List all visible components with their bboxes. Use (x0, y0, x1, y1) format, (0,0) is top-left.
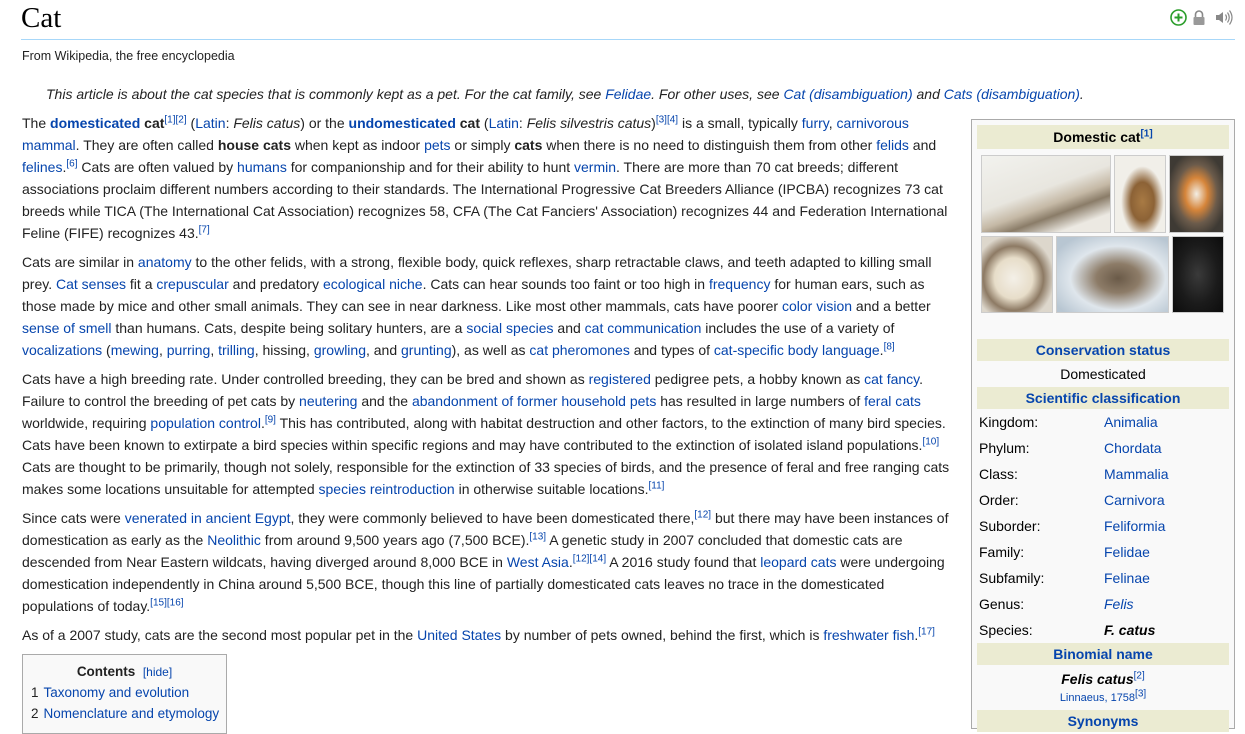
link-vocalizations[interactable]: vocalizations (22, 342, 103, 358)
link-mammal[interactable]: mammal (22, 137, 76, 153)
link-furry[interactable]: furry (801, 115, 829, 131)
link-linnaeus[interactable]: Linnaeus, 1758 (1059, 692, 1136, 704)
taxon-row: Phylum: Chordata (977, 435, 1229, 461)
link-cat-body-language[interactable]: cat-specific body language (713, 342, 880, 358)
taxon-link[interactable]: Animalia (1104, 414, 1158, 430)
citation[interactable]: [3] (1135, 688, 1147, 700)
link-west-asia[interactable]: West Asia (506, 554, 569, 570)
link-sense-of-smell[interactable]: sense of smell (22, 320, 112, 336)
citation[interactable]: [12] (694, 509, 712, 521)
hatnote: This article is about the cat species that is commonly kept as a pet. For the cat family, see Felidae. For other uses, see Cat (disambiguation) and Cats (disambiguation). (46, 86, 1084, 102)
species-value: F. catus (1104, 622, 1156, 638)
link-cat-communication[interactable]: cat communication (584, 320, 702, 336)
site-tagline: From Wikipedia, the free encyclopedia (22, 49, 235, 63)
link-color-vision[interactable]: color vision (782, 298, 853, 314)
table-of-contents (22, 654, 227, 734)
link-population-control[interactable]: population control (150, 415, 261, 431)
link-trilling[interactable]: trilling (218, 342, 255, 358)
link-ancient-egypt[interactable]: venerated in ancient Egypt (124, 510, 291, 526)
link-leopard-cats[interactable]: leopard cats (760, 554, 837, 570)
citation[interactable]: [2] (1133, 670, 1145, 682)
taxon-row: Class: Mammalia (977, 461, 1229, 487)
binomial-authority (977, 688, 1229, 704)
link-abandonment[interactable]: abandonment of former household pets (411, 393, 657, 409)
link-growling[interactable]: growling (313, 342, 366, 358)
page-title: Cat (21, 2, 62, 34)
link-cat-fancy[interactable]: cat fancy (864, 371, 920, 387)
link-freshwater-fish[interactable]: freshwater fish (823, 627, 915, 643)
cat-photo-snow[interactable] (1056, 236, 1169, 313)
toc-hide-toggle[interactable]: [hide] (142, 665, 173, 679)
paragraph-popularity: As of a 2007 study, cats are the second most popular pet in the United States by number of pets owned, behind the first, which is freshwater fish.[17] (22, 626, 935, 643)
link-anatomy[interactable]: anatomy (137, 254, 192, 270)
link-feral-cats[interactable]: feral cats (864, 393, 921, 409)
taxon-row: Family: Felidae (977, 539, 1229, 565)
infobox-image-gallery[interactable] (977, 149, 1229, 339)
citation[interactable]: [6] (66, 158, 78, 170)
link-cat-pheromones[interactable]: cat pheromones (529, 342, 630, 358)
citation[interactable]: [8] (883, 341, 895, 353)
citation[interactable]: [10] (922, 436, 940, 448)
link-grunting[interactable]: grunting (401, 342, 452, 358)
link-cat-disambiguation[interactable]: Cat (disambiguation) (783, 86, 913, 102)
synonyms-header[interactable]: Synonyms (977, 710, 1229, 732)
link-purring[interactable]: purring (166, 342, 211, 358)
link-latin[interactable]: Latin (195, 115, 226, 131)
link-social-species[interactable]: social species (466, 320, 554, 336)
link-cats-disambiguation[interactable]: Cats (disambiguation) (943, 86, 1080, 102)
paragraph-breeding: Cats have a high breeding rate. Under controlled breeding, they can be bred and shown as registered pedigree pets, a hobby known as cat fancy. Failure to control the breeding of pet cats by neutering and the abandonment of former household pets has resulted in large numbers of feral cats worldwide, requiring population control.[9] This has contributed, along with habitat destruction and other factors, to the extinction of many bird species. Cats have been known to extirpate a bird species within specific regions and may have contributed to the extinction of isolated island populations.[10] Cats are thought to be primarily, though not solely, responsible for the extinction of 33 species of birds, and the presence of feral and free ranging cats makes some locations unsuitable for attempted species reintroduction in otherwise suitable locations.[11] (22, 371, 950, 497)
link-undomesticated[interactable]: undomesticated (348, 115, 456, 131)
citation[interactable]: [12][14] (572, 553, 607, 565)
taxon-row: Suborder: Feliformia (977, 513, 1229, 539)
link-united-states[interactable]: United States (417, 627, 502, 643)
citation[interactable]: [3][4] (655, 114, 679, 126)
paragraph-anatomy: Cats are similar in anatomy to the other felids, with a strong, flexible body, quick reflexes, sharp retractable claws, and teeth adapted to killing small prey. Cat senses fit a crepuscular and predatory ecological niche. Cats can hear sounds too faint or too high in frequency for human ears, such as those made by mice and other small animals. They can see in near darkness. Like most other mammals, cats have poorer color vision and a better sense of smell than humans. Cats, despite being solitary hunters, are a social species and cat communication includes the use of a variety of vocalizations (mewing, purring, trilling, hissing, growling, and grunting), as well as cat pheromones and types of cat-specific body language.[8] (22, 254, 932, 358)
taxon-link[interactable]: Mammalia (1104, 466, 1169, 482)
taxon-row: Genus: Felis (977, 591, 1229, 617)
taxon-link[interactable]: Felinae (1104, 570, 1150, 586)
cat-photo-abyssinian[interactable] (1114, 155, 1166, 233)
toc-header: Contents [hide] (76, 664, 173, 679)
link-domesticated[interactable]: domesticated (50, 115, 141, 131)
taxon-link[interactable]: Chordata (1104, 440, 1162, 456)
link-pets[interactable]: pets (424, 137, 451, 153)
link-cat-senses[interactable]: Cat senses (55, 276, 127, 292)
taxon-row: Order: Carnivora (977, 487, 1229, 513)
infobox-title: Domestic cat[1] (977, 125, 1229, 149)
citation[interactable]: [15][16] (150, 597, 184, 609)
link-registered[interactable]: registered (588, 371, 651, 387)
citation[interactable]: [9] (264, 414, 276, 426)
binomial-name-header[interactable]: Binomial name (977, 643, 1229, 665)
link-neolithic[interactable]: Neolithic (207, 532, 261, 548)
title-divider (21, 39, 1235, 40)
citation[interactable]: [13] (529, 531, 547, 543)
cat-photo-orange-white[interactable] (1169, 155, 1224, 233)
citation[interactable]: [1] (1140, 128, 1153, 140)
link-felids[interactable]: felids (876, 137, 909, 153)
citation[interactable]: [17] (918, 626, 935, 638)
featured-plus-icon[interactable] (1170, 9, 1187, 26)
taxon-row: Species: F. catus (977, 617, 1229, 643)
cat-photo-black[interactable] (1172, 236, 1224, 313)
binomial-name: Felis catus[2] (1061, 670, 1145, 687)
page-indicators (1170, 9, 1231, 26)
cat-photo-siamese[interactable] (981, 236, 1053, 313)
audio-speaker-icon[interactable] (1214, 9, 1231, 26)
infobox (971, 119, 1235, 729)
link-vermin[interactable]: vermin (574, 159, 617, 175)
taxon-link[interactable]: Felidae (1104, 544, 1150, 560)
taxon-link[interactable]: Carnivora (1104, 492, 1165, 508)
link-neutering[interactable]: neutering (299, 393, 358, 409)
link-felidae[interactable]: Felidae (605, 86, 652, 102)
link-frequency[interactable]: frequency (708, 276, 771, 292)
citation[interactable]: [11] (648, 480, 665, 492)
toc-item[interactable]: 2 Nomenclature and etymology (31, 706, 220, 721)
cat-photo-lying[interactable] (981, 155, 1111, 233)
paragraph-history: Since cats were venerated in ancient Egypt, they were commonly believed to have been domesticated there,[12] but there may have been instances of domestication as early as the Neolithic from around 9,500 years ago (7,500 BCE).[13] A genetic study in 2007 concluded that domestic cats are descended from Near Eastern wildcats, having diverged around 8,000 BCE in West Asia.[12][14] A 2016 study found that leopard cats were undergoing domestication independently in China around 5,500 BCE, though this line of partially domesticated cats leaves no trace in the domesticated populations of today.[15][16] (22, 509, 949, 614)
link-carnivorous[interactable]: carnivorous (836, 115, 909, 131)
link-felines[interactable]: felines (22, 159, 63, 175)
conservation-status-value: Domesticated (1060, 366, 1146, 382)
link-crepuscular[interactable]: crepuscular (156, 276, 229, 292)
toc-item[interactable]: 1 Taxonomy and evolution (31, 685, 190, 700)
paragraph-intro: The domesticated cat[1][2] (Latin: Felis catus) or the undomesticated cat (Latin: Felis silvestris catus)[3][4] is a small, typically furry, carnivorous mammal. They are often called house cats when kept as indoor pets or simply cats when there is no need to distinguish them from other felids and felines.[6] Cats are often valued by humans for companionship and for their ability to hunt vermin. There are more than 70 cat breeds; different associations proclaim different numbers according to their standards. The International Progressive Cat Breeders Alliance (IPCBA) recognizes 73 cat breeds while TICA (The International Cat Association) recognizes 58, CFA (The Cat Fanciers' Association) recognizes 44 and Federation International Feline (FIFE) recognizes 43.[7] (22, 114, 948, 241)
taxon-row: Kingdom: Animalia (977, 409, 1229, 435)
lock-icon[interactable] (1192, 9, 1209, 26)
taxon-link[interactable]: Feliformia (1104, 518, 1166, 534)
link-humans[interactable]: humans (237, 159, 287, 175)
scientific-classification-header[interactable]: Scientific classification (977, 387, 1229, 409)
conservation-status-header[interactable]: Conservation status (977, 339, 1229, 361)
link-ecological-niche[interactable]: ecological niche (322, 276, 423, 292)
link-mewing[interactable]: mewing (110, 342, 159, 358)
article-body (22, 112, 957, 653)
link-species-reintroduction[interactable]: species reintroduction (318, 481, 455, 497)
citation[interactable]: [1][2] (164, 114, 187, 126)
taxon-link[interactable]: Felis (1104, 596, 1134, 612)
citation[interactable]: [7] (198, 224, 210, 236)
taxon-row: Subfamily: Felinae (977, 565, 1229, 591)
link-latin[interactable]: Latin (488, 115, 519, 131)
